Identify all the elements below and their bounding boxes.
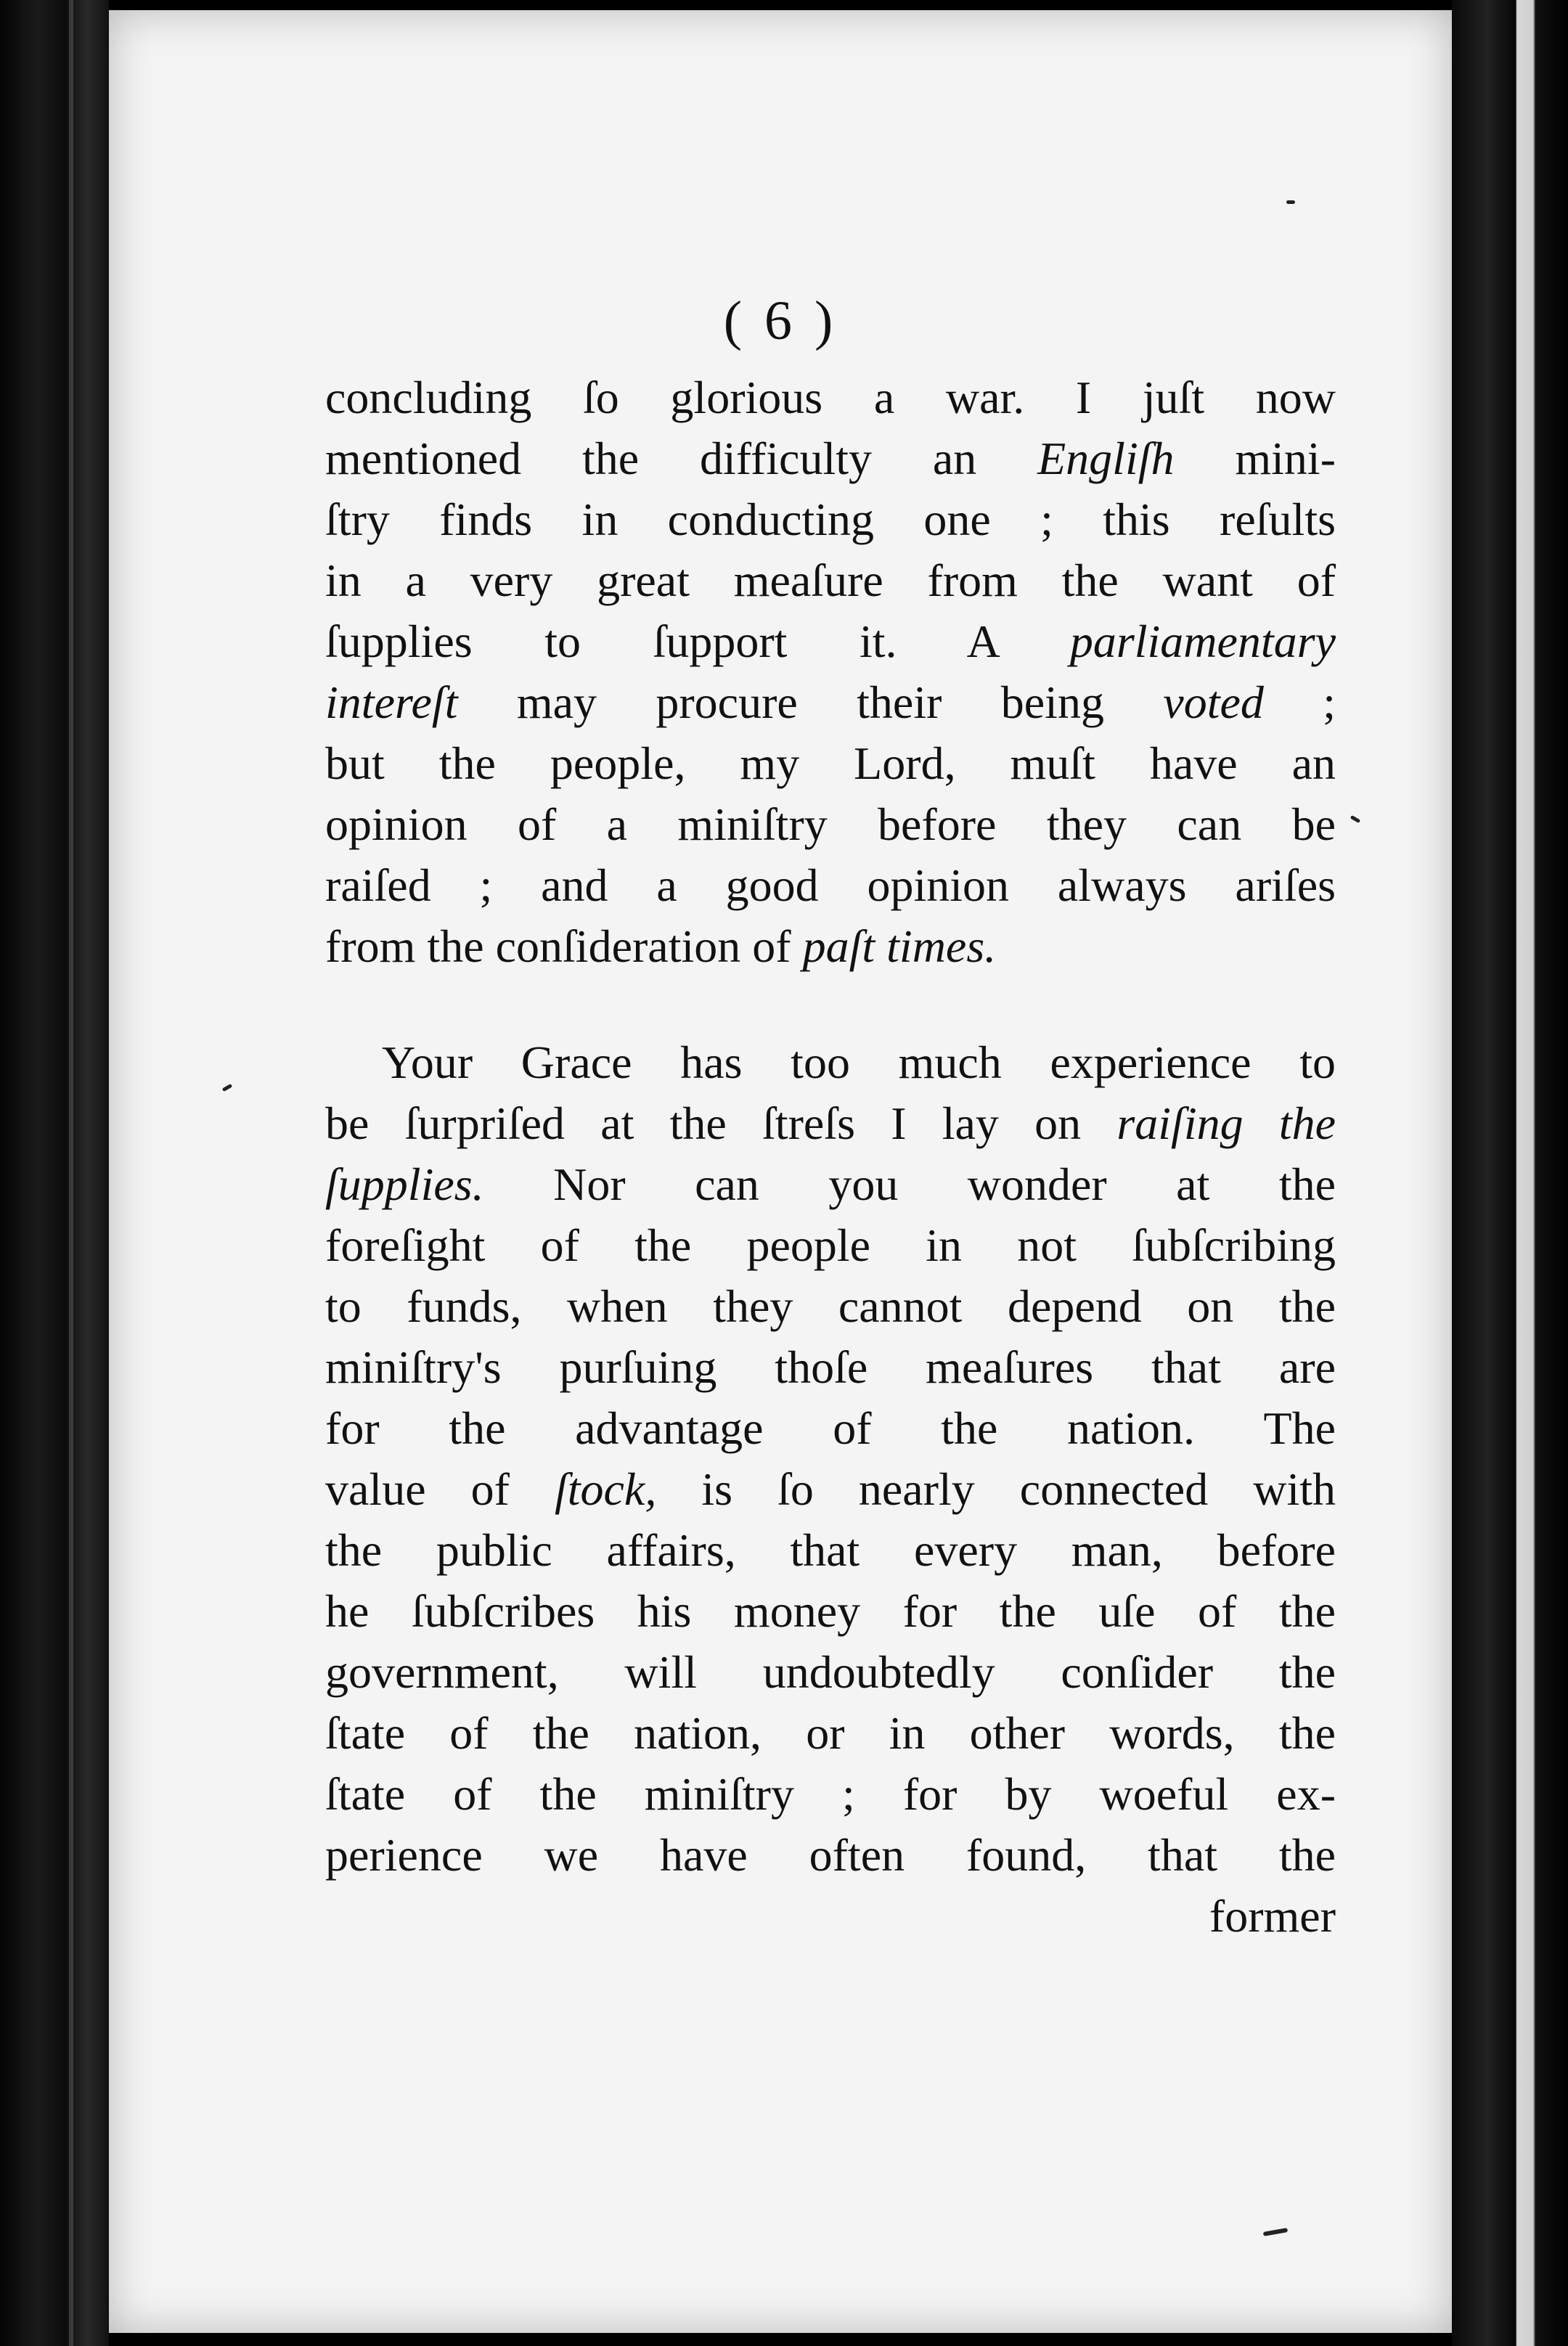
- binding-edge-left: [0, 0, 109, 2346]
- text-run: raiſed ; and a good opinion always ariſes: [325, 859, 1336, 911]
- ink-speck: [1350, 815, 1361, 823]
- text-line: [325, 1276, 1336, 1337]
- text-run: in a very great meaſure from the want of: [325, 555, 1336, 606]
- text-line: [325, 1764, 1336, 1825]
- text-run: from the conſideration of: [325, 920, 803, 972]
- text-line: [325, 794, 1336, 855]
- paragraph-gap: [325, 977, 1336, 1032]
- italic-text: ſupplies.: [325, 1158, 484, 1210]
- text-line: [325, 1337, 1336, 1398]
- text-run: government, will undoubtedly conſider the: [325, 1646, 1336, 1698]
- text-run: mini-: [1174, 433, 1336, 484]
- text-run: be ſurpriſed at the ſtreſs I lay on: [325, 1098, 1117, 1149]
- text-line: [325, 1459, 1336, 1520]
- text-line: [325, 1642, 1336, 1703]
- text-run: the public affairs, that every man, before: [325, 1524, 1336, 1576]
- text-run: concluding ſo glorious a war. I juſt now: [325, 372, 1336, 423]
- text-run: to funds, when they cannot depend on the: [325, 1280, 1336, 1332]
- text-run: may procure their being: [457, 677, 1164, 728]
- page-number: ( 6 ): [723, 290, 838, 351]
- text-run: ;: [1263, 677, 1336, 728]
- text-run: Your Grace has too much experience to: [382, 1037, 1336, 1088]
- text-run: miniſtry's purſuing thoſe meaſures that are: [325, 1341, 1336, 1393]
- text-run: ſtate of the miniſtry ; for by woeful ex-: [325, 1768, 1336, 1820]
- text-run: Nor can you wonder at the: [483, 1158, 1336, 1210]
- text-run: value of: [325, 1463, 555, 1515]
- body-text: [325, 367, 1336, 1947]
- text-line: [325, 1398, 1336, 1459]
- text-run: mentioned the difficulty an: [325, 433, 1038, 484]
- text-line: [325, 1581, 1336, 1642]
- text-run: for the advantage of the nation. The: [325, 1402, 1336, 1454]
- text-run: ſtry finds in conducting one ; this reſults: [325, 494, 1336, 545]
- text-run: but the people, my Lord, muſt have an: [325, 737, 1336, 789]
- ink-speck: [222, 1084, 233, 1092]
- text-line: [325, 428, 1336, 489]
- text-line: [325, 1520, 1336, 1581]
- italic-text: voted: [1163, 677, 1264, 728]
- italic-text: intereſt: [325, 677, 458, 728]
- text-line: [325, 1093, 1336, 1154]
- text-line: [325, 916, 1336, 977]
- text-line: [325, 1825, 1336, 1886]
- text-run: opinion of a miniſtry before they can be: [325, 798, 1336, 850]
- book-page: [109, 10, 1452, 2333]
- text-run: is ſo nearly connected with: [656, 1463, 1336, 1515]
- text-line: [325, 489, 1336, 550]
- italic-text: paſt times.: [802, 920, 997, 972]
- italic-text: ſtock,: [554, 1463, 657, 1515]
- text-line: [325, 855, 1336, 916]
- text-line: [325, 1215, 1336, 1276]
- text-line: [325, 1032, 1336, 1093]
- text-run: he ſubſcribes his money for the uſe of the: [325, 1585, 1336, 1637]
- text-line: [325, 733, 1336, 794]
- text-line: [325, 672, 1336, 733]
- text-line: [325, 1154, 1336, 1215]
- text-line: [325, 1703, 1336, 1764]
- scanner-edge-right: [1452, 0, 1568, 2346]
- italic-text: parliamentary: [1069, 616, 1336, 667]
- text-line: [325, 611, 1336, 672]
- text-run: ſupplies to ſupport it. A: [325, 616, 1070, 667]
- text-run: perience we have often found, that the: [325, 1829, 1336, 1881]
- italic-text: Engliſh: [1037, 433, 1175, 484]
- text-line: [325, 550, 1336, 611]
- catchword: former: [1209, 1890, 1336, 1942]
- text-run: foreſight of the people in not ſubſcribing: [325, 1219, 1336, 1271]
- text-line: [325, 367, 1336, 428]
- ink-speck: [1286, 200, 1295, 204]
- text-run: ſtate of the nation, or in other words, the: [325, 1707, 1336, 1759]
- ink-speck: [1263, 2228, 1289, 2236]
- italic-text: raiſing the: [1116, 1098, 1336, 1149]
